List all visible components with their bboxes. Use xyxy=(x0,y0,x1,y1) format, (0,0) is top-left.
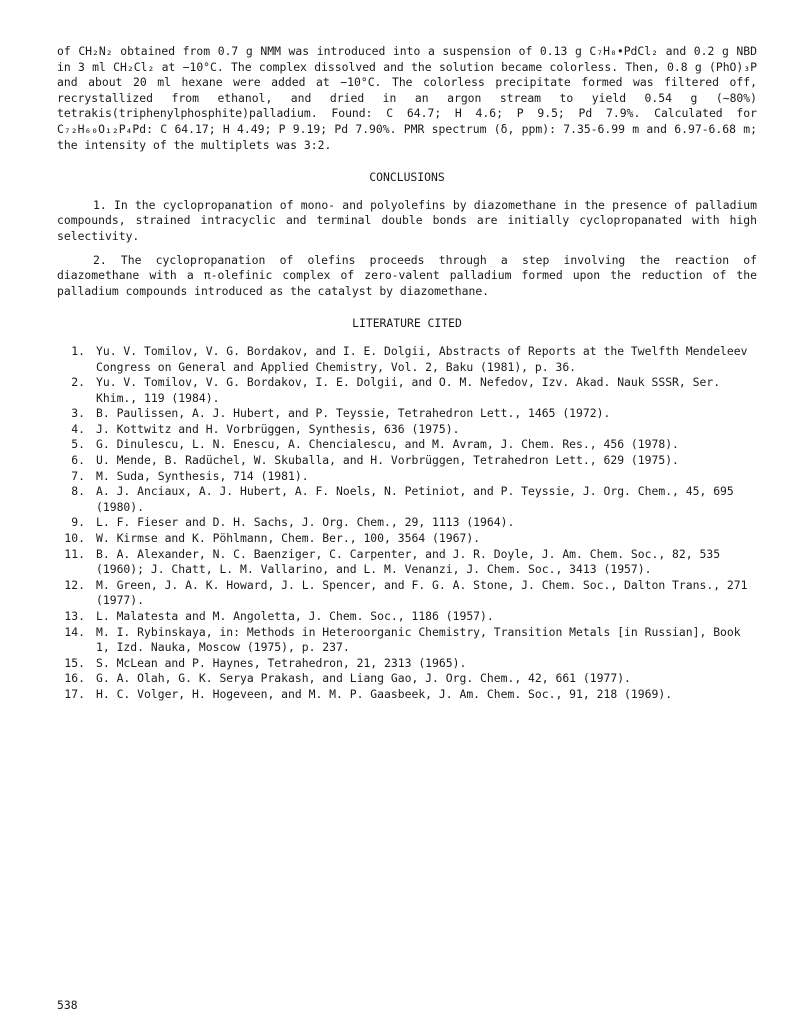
reference-text: Yu. V. Tomilov, V. G. Bordakov, I. E. Dolgii, and O. M. Nefedov, Izv. Akad. Nauk SSSR, Ser. Khim., 119 (1984). xyxy=(96,375,721,405)
experimental-paragraph: of CH₂N₂ obtained from 0.7 g NMM was introduced into a suspension of 0.13 g C₇H₈•PdCl₂ and 0.2 g NBD in 3 ml CH₂Cl₂ at −10°C. The complex dissolved and the solution became colorless. Then, 0.8 g (PhO)₃P and about 20 ml hexane were added at −10°C. The colorless precipitate formed was filtered off, recrystallized from ethanol, and dried in an argon stream to yield 0.54 g (∼80%) tetrakis(triphenylphosphite)palladium. Found: C 64.7; H 4.6; P 9.5; Pd 7.9%. Calculated for C₇₂H₆₀O₁₂P₄Pd: C 64.17; H 4.49; P 9.19; Pd 7.90%. PMR spectrum (δ, ppm): 7.35-6.99 m and 6.97-6.68 m; the intensity of the multiplets was 3:2. xyxy=(57,44,757,152)
reference-item xyxy=(57,375,757,406)
reference-number: 17. xyxy=(64,686,85,701)
reference-item xyxy=(57,344,757,375)
reference-text: S. McLean and P. Haynes, Tetrahedron, 21, 2313 (1965). xyxy=(96,655,467,670)
reference-text: U. Mende, B. Radüchel, W. Skuballa, and H. Vorbrüggen, Tetrahedron Lett., 629 (1975). xyxy=(96,453,679,468)
reference-text: L. F. Fieser and D. H. Sachs, J. Org. Chem., 29, 1113 (1964). xyxy=(96,515,515,530)
reference-text: H. C. Volger, H. Hogeveen, and M. M. P. Gaasbeek, J. Am. Chem. Soc., 91, 218 (1969). xyxy=(96,686,673,701)
reference-item xyxy=(57,656,757,672)
conclusions-heading: CONCLUSIONS xyxy=(369,170,445,185)
reference-number: 7. xyxy=(71,468,85,483)
reference-number: 6. xyxy=(71,453,85,468)
reference-text: G. A. Olah, G. K. Serya Prakash, and Liang Gao, J. Org. Chem., 42, 661 (1977). xyxy=(96,671,631,686)
reference-item xyxy=(57,515,757,531)
conclusion-item-2: 2. The cyclopropanation of olefins proceeds through a step involving the reaction of diazomethane with a π-olefinic complex of zero-valent palladium formed upon the reduction of the palladium compounds introduced as the catalyst by diazomethane. xyxy=(57,252,757,298)
reference-number: 12. xyxy=(64,577,85,592)
reference-text: W. Kirmse and K. Pöhlmann, Chem. Ber., 100, 3564 (1967). xyxy=(96,531,481,546)
reference-number: 14. xyxy=(64,624,85,639)
reference-text: Yu. V. Tomilov, V. G. Bordakov, and I. E. Dolgii, Abstracts of Reports at the Twelfth Mendeleev Congress on General and Applied Chemistry, Vol. 2, Baku (1981), p. 36. xyxy=(96,343,748,374)
reference-number: 3. xyxy=(71,406,85,421)
reference-number: 15. xyxy=(64,655,85,670)
reference-item xyxy=(57,687,757,703)
reference-item xyxy=(57,406,757,422)
reference-item xyxy=(57,671,757,687)
reference-item xyxy=(57,484,757,515)
reference-item xyxy=(57,422,757,438)
reference-item xyxy=(57,531,757,547)
reference-item xyxy=(57,437,757,453)
reference-text: B. A. Alexander, N. C. Baenziger, C. Carpenter, and J. R. Doyle, J. Am. Chem. Soc., 82, 535 (1960); J. Chatt, L. M. Vallarino, and L. M. Venanzi, J. Chem. Soc., 3413 (1957). xyxy=(96,546,721,577)
reference-text: G. Dinulescu, L. N. Enescu, A. Chencialescu, and M. Avram, J. Chem. Res., 456 (1978). xyxy=(96,437,679,452)
conclusion-item-1: 1. In the cyclopropanation of mono- and polyolefins by diazomethane in the presence of palladium compounds, strained intracyclic and terminal double bonds are initially cyclopropanated with high selectivity. xyxy=(57,197,757,243)
reference-number: 4. xyxy=(71,421,85,436)
page-number: 538 xyxy=(57,998,78,1012)
reference-number: 5. xyxy=(71,437,85,452)
reference-item xyxy=(57,547,757,578)
reference-item xyxy=(57,609,757,625)
reference-item xyxy=(57,469,757,485)
reference-text: M. Suda, Synthesis, 714 (1981). xyxy=(96,468,309,483)
literature-heading: LITERATURE CITED xyxy=(352,316,462,331)
reference-list xyxy=(57,344,757,703)
reference-text: M. Green, J. A. K. Howard, J. L. Spencer, and F. G. A. Stone, J. Chem. Soc., Dalton Trans., 271 (1977). xyxy=(96,577,748,608)
reference-number: 2. xyxy=(71,375,85,390)
reference-number: 10. xyxy=(64,531,85,546)
reference-number: 9. xyxy=(71,515,85,530)
reference-text: A. J. Anciaux, A. J. Hubert, A. F. Noels, N. Petiniot, and P. Teyssie, J. Org. Chem., 45, 695 (1980). xyxy=(96,484,734,514)
page-body xyxy=(57,44,757,703)
reference-text: L. Malatesta and M. Angoletta, J. Chem. Soc., 1186 (1957). xyxy=(96,609,494,623)
reference-number: 13. xyxy=(64,609,85,623)
reference-number: 8. xyxy=(71,484,85,499)
reference-text: B. Paulissen, A. J. Hubert, and P. Teyssie, Tetrahedron Lett., 1465 (1972). xyxy=(96,406,611,421)
reference-number: 1. xyxy=(71,343,85,358)
reference-item xyxy=(57,625,757,656)
reference-item xyxy=(57,453,757,469)
reference-text: J. Kottwitz and H. Vorbrüggen, Synthesis, 636 (1975). xyxy=(96,421,460,436)
reference-item xyxy=(57,578,757,609)
reference-text: M. I. Rybinskaya, in: Methods in Heteroorganic Chemistry, Transition Metals [in Russian], Book 1, Izd. Nauka, Moscow (1975), p. 237. xyxy=(96,624,741,655)
reference-number: 11. xyxy=(64,546,85,561)
reference-number: 16. xyxy=(64,671,85,686)
